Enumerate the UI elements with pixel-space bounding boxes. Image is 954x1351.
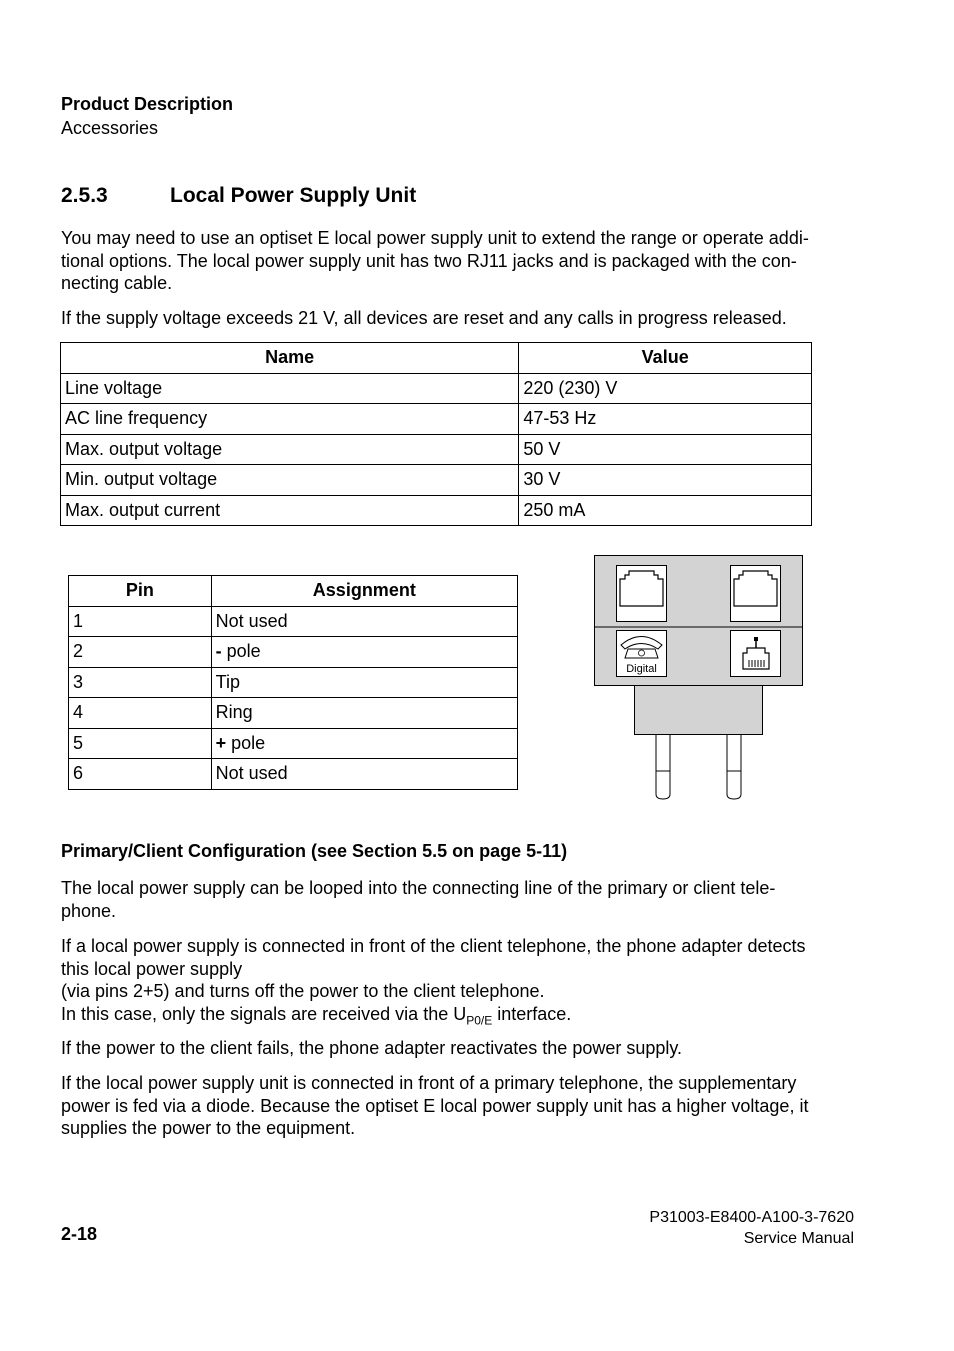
table-row: Min. output voltage 30 V — [61, 465, 812, 496]
column-header: Pin — [69, 576, 212, 607]
pin-assignment-table — [68, 575, 518, 790]
rj11-jack-icon — [731, 566, 781, 622]
config-paragraph-2: If a local power supply is connected in front of the client telephone, the phone adapter detects this local power supply (via pins 2+5) and turns off the power to the client telephone. In this case, only the signals are received via the $U_{P0/E}$ interface. — [61, 936, 806, 1028]
telephone-icon — [617, 631, 667, 677]
table-row: AC line frequency 47-53 Hz — [61, 404, 812, 435]
plug-prong — [656, 735, 670, 799]
intro-paragraph-1: You may need to use an optiset E local power supply unit to extend the range or operate addi- tional options. The local power supply unit has two RJ11 jacks and is packaged with the con- necting cable. — [61, 228, 809, 293]
table-header-row — [69, 576, 518, 607]
table-row: Max. output voltage 50 V — [61, 434, 812, 465]
digital-label: Digital — [626, 663, 657, 675]
table-row: Line voltage 220 (230) V — [61, 373, 812, 404]
running-header-subtitle: Accessories — [61, 118, 159, 138]
table-row: Max. output current 250 mA — [61, 495, 812, 526]
config-paragraph-3: If the power to the client fails, the phone adapter reactivates the power supply. — [61, 1038, 683, 1058]
column-header: Name — [61, 343, 519, 374]
page-number: 2-18 — [61, 1224, 98, 1244]
config-paragraph-4: If the local power supply unit is connected in front of a primary telephone, the supplementary power is fed via a diode. Because the optiset E local power supply unit has a higher voltage, it supplies the power to the equipment. — [61, 1073, 809, 1138]
document-id: P31003-E8400-A100-3-7620 — [649, 1209, 854, 1226]
table-row: 2 - pole — [69, 637, 518, 668]
column-header: Value — [519, 343, 812, 374]
intro-paragraph-2: If the supply voltage exceeds 21 V, all devices are reset and any calls in progress released. — [61, 308, 787, 328]
power-supply-unit-illustration — [590, 550, 810, 805]
section-number: 2.5.3 — [61, 184, 108, 207]
section-title: Local Power Supply Unit — [170, 184, 417, 207]
table-row: 6 Not used — [69, 759, 518, 790]
config-heading: Primary/Client Configuration (see Section 5.5 on page 5-11) — [61, 841, 568, 861]
table-row: 3 Tip — [69, 667, 518, 698]
document-type: Service Manual — [743, 1230, 854, 1247]
network-socket-icon — [731, 631, 781, 677]
column-header: Assignment — [211, 576, 517, 607]
running-header-title: Product Description — [61, 94, 234, 114]
table-row: 5 + pole — [69, 728, 518, 759]
table-header-row — [61, 343, 812, 374]
table-row: 1 Not used — [69, 606, 518, 637]
table-row: 4 Ring — [69, 698, 518, 729]
specs-table — [60, 342, 812, 526]
footer-document-info — [649, 1207, 854, 1249]
plug-prong — [727, 735, 741, 799]
config-paragraph-1: The local power supply can be looped into the connecting line of the primary or client tele- phone. — [61, 878, 776, 921]
rj11-jack-icon — [617, 566, 667, 622]
